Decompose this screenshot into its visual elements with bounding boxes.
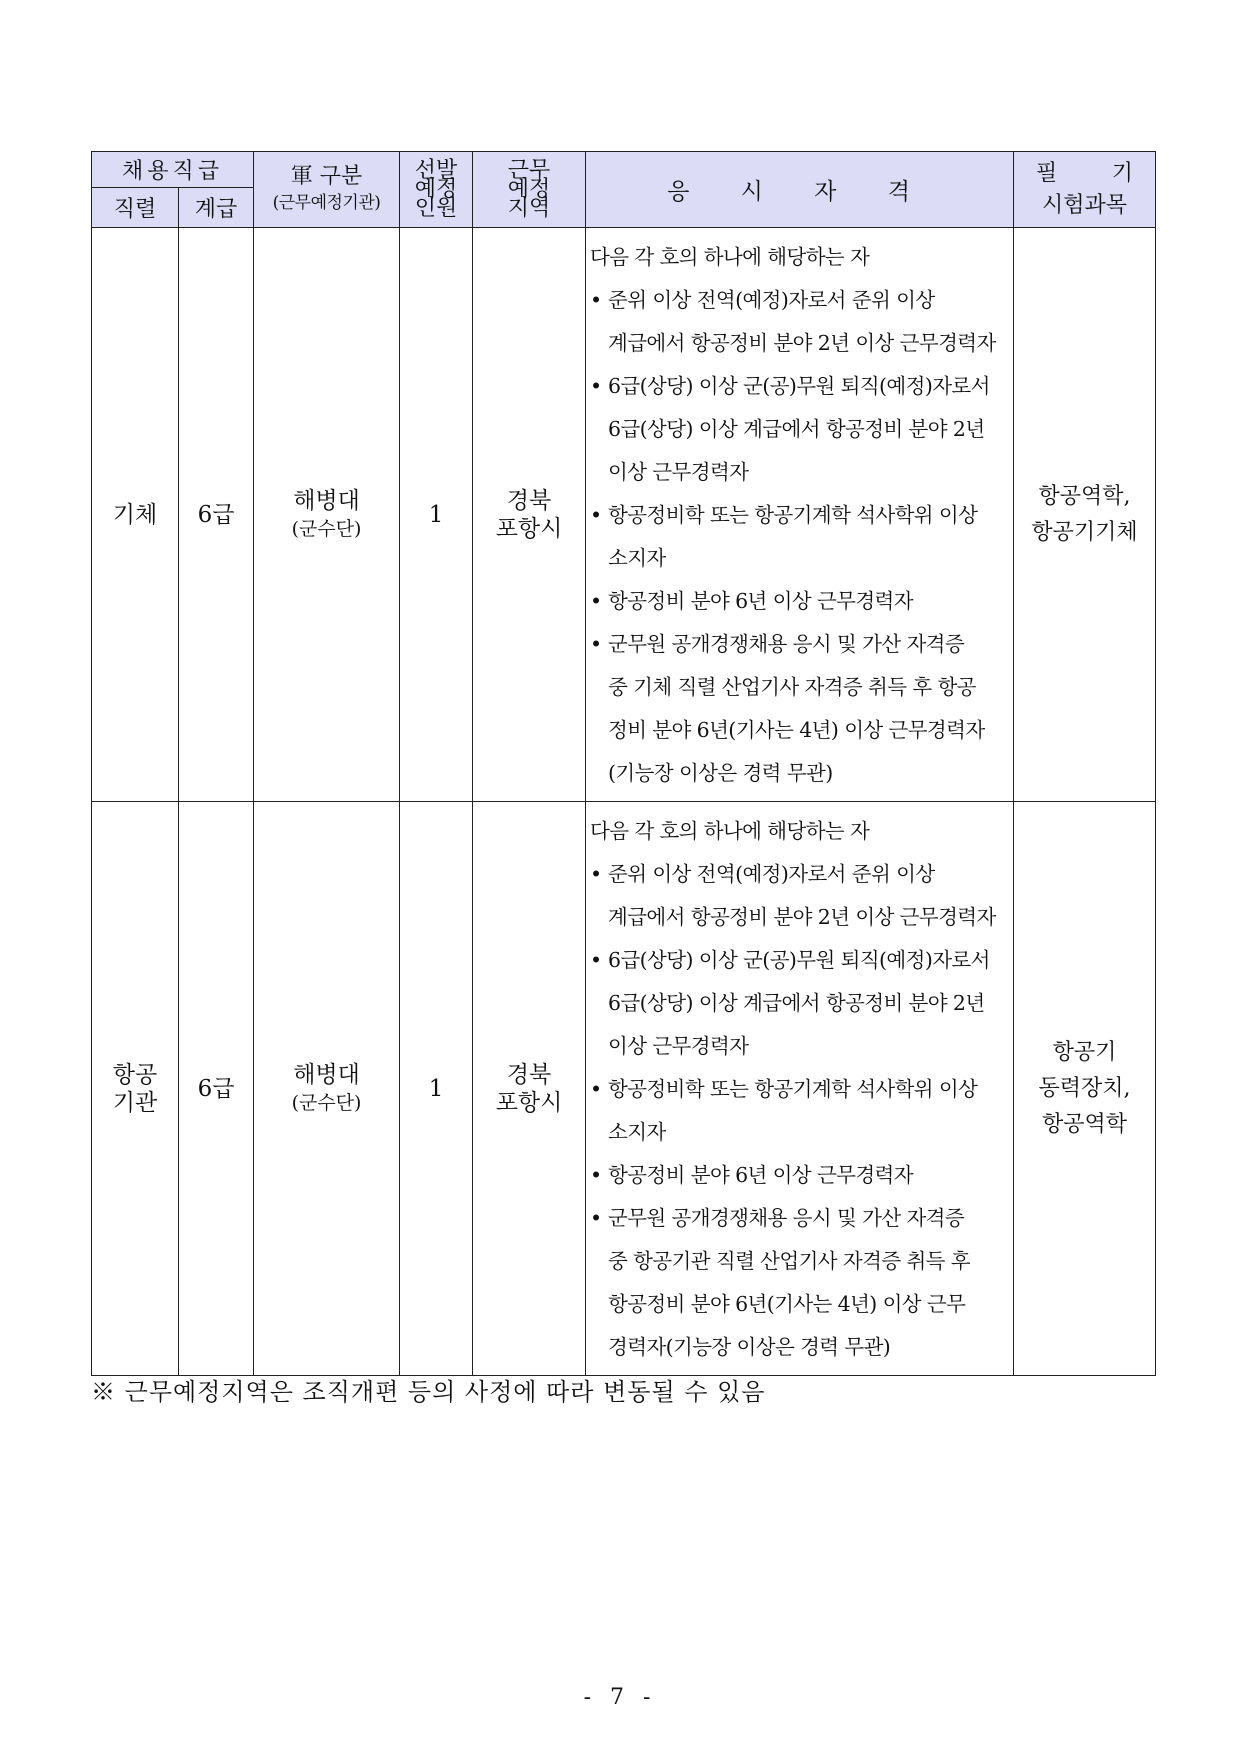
header-exam-char: 필 xyxy=(1036,160,1058,186)
exam-subject: 항공역학 xyxy=(1042,1111,1128,1137)
header-qualification: 응 시 자 격 xyxy=(586,152,1014,228)
job-series-cell xyxy=(92,228,179,802)
qualification-line: 소지자 xyxy=(608,1120,666,1144)
exam-subject: 동력장치, xyxy=(1038,1075,1131,1101)
header-area-line: 근무 xyxy=(507,158,551,183)
header-exam-char: 기 xyxy=(1111,160,1134,186)
exam-subject: 항공기 xyxy=(1052,1039,1117,1065)
qualification-bullet-item: • 군무원 공개경쟁채용 응시 및 가산 자격증 xyxy=(590,1197,1009,1240)
qualification-line: 계급에서 항공정비 분야 2년 이상 근무경력자 xyxy=(608,331,996,355)
count-cell: 1 xyxy=(400,228,473,802)
header-area-line: 지역 xyxy=(507,196,551,221)
military-cell xyxy=(254,802,400,1376)
qualification-bullet-item: • 6급(상당) 이상 군(공)무원 퇴직(예정)자로서 xyxy=(590,939,1009,982)
qualification-list xyxy=(590,810,1009,1369)
qualification-bullet-item: • 항공정비 분야 6년 이상 근무경력자 xyxy=(590,580,1009,623)
qualification-line: 이상 근무경력자 xyxy=(608,460,749,484)
exam-cell xyxy=(1014,802,1156,1376)
military-name: 해병대 xyxy=(293,1061,360,1088)
header-exam-sublabel: 시험과목 xyxy=(1042,192,1128,218)
qualification-bullet-item: • 준위 이상 전역(예정)자로서 준위 이상 xyxy=(590,853,1009,896)
header-selection-count xyxy=(400,152,473,228)
header-written-exam xyxy=(1014,152,1156,228)
qualification-line: 중 항공기관 직렬 산업기사 자격증 취득 후 xyxy=(608,1249,970,1273)
qualification-line: 6급(상당) 이상 계급에서 항공정비 분야 2년 xyxy=(608,417,985,441)
area-line: 포항시 xyxy=(495,1089,563,1116)
qualification-line: 항공정비 분야 6년(기사는 4년) 이상 근무 xyxy=(608,1292,966,1316)
qualification-line: 정비 분야 6년(기사는 4년) 이상 근무경력자 xyxy=(608,718,985,742)
header-job-series: 직렬 xyxy=(92,188,179,228)
qualification-bullet-item: • 항공정비학 또는 항공기계학 석사학위 이상 xyxy=(590,494,1009,537)
recruitment-table xyxy=(91,151,1156,1376)
header-selection-line: 선발 xyxy=(414,158,458,183)
qualification-line: 다음 각 호의 하나에 해당하는 자 xyxy=(590,819,870,843)
table-row-airframe xyxy=(92,228,1156,802)
job-series-text: 항공 xyxy=(112,1061,158,1088)
exam-cell xyxy=(1014,228,1156,802)
qualification-bullet-item: • 군무원 공개경쟁채용 응시 및 가산 자격증 xyxy=(590,623,1009,666)
header-military-label: 軍 구분 xyxy=(290,163,363,189)
qualification-bullet-item: • 항공정비학 또는 항공기계학 석사학위 이상 xyxy=(590,1068,1009,1111)
count-cell: 1 xyxy=(400,802,473,1376)
header-work-area xyxy=(473,152,586,228)
qualification-bullet-item: • 6급(상당) 이상 군(공)무원 퇴직(예정)자로서 xyxy=(590,365,1009,408)
exam-subject: 항공기기체 xyxy=(1031,519,1138,545)
qualification-line: 다음 각 호의 하나에 해당하는 자 xyxy=(590,245,870,269)
job-series-cell xyxy=(92,802,179,1376)
area-line: 경북 xyxy=(506,487,552,514)
area-line: 포항시 xyxy=(495,515,563,542)
qualification-line: 경력자(기능장 이상은 경력 무관) xyxy=(608,1335,891,1359)
qualification-bullet-item: • 항공정비 분야 6년 이상 근무경력자 xyxy=(590,1154,1009,1197)
header-area-line: 예정 xyxy=(507,177,551,202)
header-military-sublabel: (근무예정기관) xyxy=(272,192,381,213)
qualification-cell xyxy=(586,228,1014,802)
qualification-bullet-item: • 준위 이상 전역(예정)자로서 준위 이상 xyxy=(590,279,1009,322)
page-number: - 7 - xyxy=(583,1685,657,1710)
header-grade: 계급 xyxy=(179,188,254,228)
job-series-text: 기관 xyxy=(112,1089,158,1116)
qualification-line: (기능장 이상은 경력 무관) xyxy=(608,761,833,785)
header-recruit-grade: 채용직급 xyxy=(92,152,254,188)
header-exam-title xyxy=(1014,158,1155,190)
qualification-line: 6급(상당) 이상 계급에서 항공정비 분야 2년 xyxy=(608,991,985,1015)
table-row-aircraft-engine xyxy=(92,802,1156,1376)
area-cell xyxy=(473,228,586,802)
qualification-line: 중 기체 직렬 산업기사 자격증 취득 후 항공 xyxy=(608,675,976,699)
area-line: 경북 xyxy=(506,1061,552,1088)
qualification-line: 소지자 xyxy=(608,546,666,570)
grade-cell: 6급 xyxy=(179,228,254,802)
header-military-division xyxy=(254,152,400,228)
header-selection-line: 인원 xyxy=(414,196,458,221)
footnote: ※ 근무예정지역은 조직개편 등의 사정에 따라 변동될 수 있음 xyxy=(91,1378,766,1406)
job-series-text: 기체 xyxy=(112,501,158,528)
exam-subject: 항공역학, xyxy=(1038,483,1131,509)
header-selection-line: 예정 xyxy=(414,177,458,202)
qualification-line: 이상 근무경력자 xyxy=(608,1034,749,1058)
military-unit: (군수단) xyxy=(291,517,362,540)
qualification-line: 계급에서 항공정비 분야 2년 이상 근무경력자 xyxy=(608,905,996,929)
military-name: 해병대 xyxy=(293,487,360,514)
military-cell xyxy=(254,228,400,802)
qualification-list xyxy=(590,236,1009,795)
qualification-cell xyxy=(586,802,1014,1376)
grade-cell: 6급 xyxy=(179,802,254,1376)
military-unit: (군수단) xyxy=(291,1091,362,1114)
area-cell xyxy=(473,802,586,1376)
